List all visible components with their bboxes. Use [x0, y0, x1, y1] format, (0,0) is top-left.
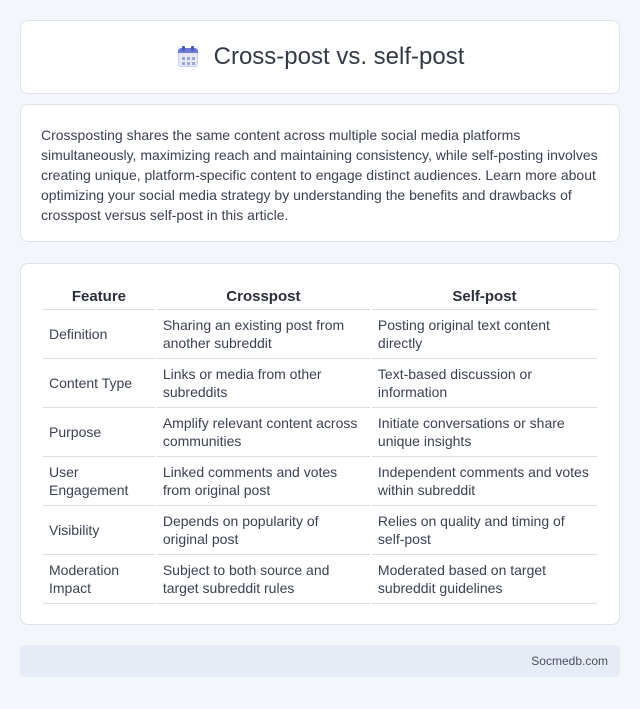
table-row [43, 555, 597, 604]
intro-card [20, 104, 620, 242]
self-post-cell: Relies on quality and timing of self-post [372, 506, 597, 555]
feature-cell: Content Type [43, 359, 155, 408]
feature-cell: Visibility [43, 506, 155, 555]
self-post-cell: Moderated based on target subreddit guidelines [372, 555, 597, 604]
calendar-icon [176, 45, 200, 69]
crosspost-cell: Linked comments and votes from original post [157, 457, 370, 506]
title-card [20, 20, 620, 94]
feature-cell: Purpose [43, 408, 155, 457]
feature-cell: Definition [43, 310, 155, 359]
table-row [43, 408, 597, 457]
table-header-row [43, 284, 597, 310]
table-row [43, 359, 597, 408]
table-row [43, 506, 597, 555]
footer [20, 645, 620, 677]
crosspost-cell: Amplify relevant content across communities [157, 408, 370, 457]
crosspost-cell: Depends on popularity of original post [157, 506, 370, 555]
crosspost-cell: Subject to both source and target subreddit rules [157, 555, 370, 604]
header-feature: Feature [43, 284, 155, 310]
comparison-card [20, 263, 620, 625]
intro-paragraph: Crossposting shares the same content across multiple social media platforms simultaneously, maximizing reach and maintaining consistency, while self-posting involves creating unique, platform-specific content to engage distinct audiences. Learn more about optimizing your social media strategy by understanding the benefits and drawbacks of crosspost versus self-post in this article. [41, 127, 598, 223]
self-post-cell: Independent comments and votes within subreddit [372, 457, 597, 506]
comparison-table [41, 284, 599, 604]
header-crosspost: Crosspost [157, 284, 370, 310]
feature-cell: Moderation Impact [43, 555, 155, 604]
crosspost-cell: Links or media from other subreddits [157, 359, 370, 408]
feature-cell: User Engagement [43, 457, 155, 506]
page-title: Cross-post vs. self-post [213, 43, 465, 70]
self-post-cell: Posting original text content directly [372, 310, 597, 359]
footer-site-link[interactable]: Socmedb.com [531, 654, 608, 668]
self-post-cell: Text-based discussion or information [372, 359, 597, 408]
table-row [43, 457, 597, 506]
crosspost-cell: Sharing an existing post from another subreddit [157, 310, 370, 359]
table-row [43, 310, 597, 359]
self-post-cell: Initiate conversations or share unique insights [372, 408, 597, 457]
header-self-post: Self-post [372, 284, 597, 310]
